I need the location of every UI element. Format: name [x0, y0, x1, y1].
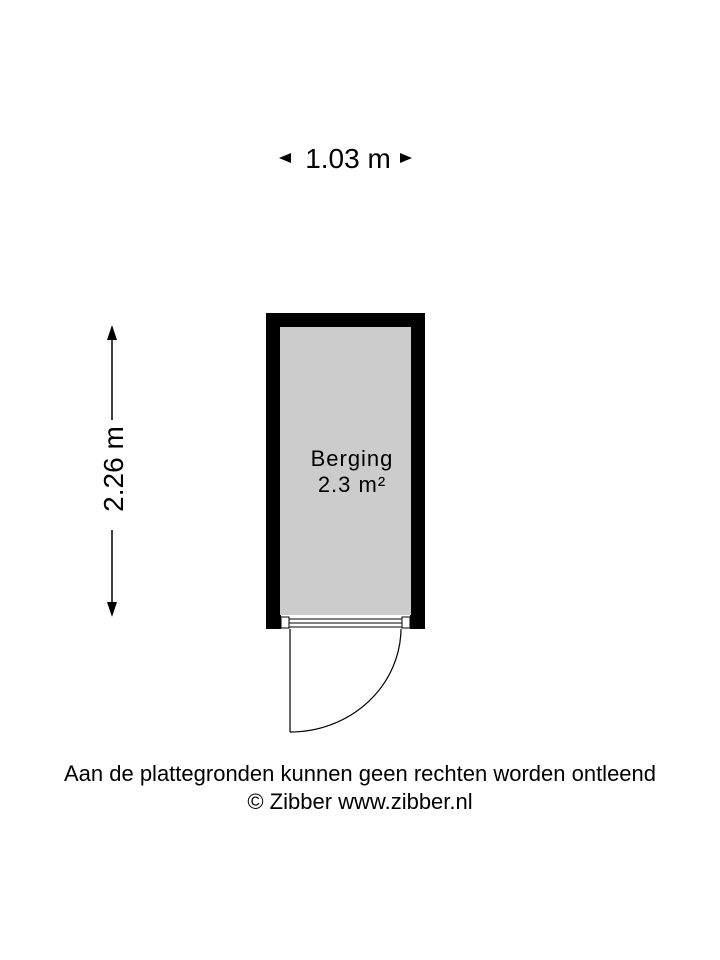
door-frame-right [402, 617, 410, 628]
disclaimer-text: Aan de plattegronden kunnen geen rechten worden ontleend [63, 761, 657, 786]
width-arrow-right [400, 153, 412, 163]
footer [0, 760, 720, 816]
height-arrow-bottom [107, 602, 117, 617]
room-name: Berging [310, 446, 394, 471]
room-label [282, 446, 422, 498]
door-swing-arc [290, 629, 401, 732]
width-arrow-left [279, 153, 291, 163]
room-area: 2.3 m² [317, 472, 387, 497]
copyright-text: © Zibber www.zibber.nl [247, 789, 473, 814]
width-dimension-label: 1.03 m [305, 143, 391, 174]
door-frame-left [281, 617, 289, 628]
height-dimension-label: 2.26 m [98, 426, 129, 512]
height-arrow-top [107, 325, 117, 340]
